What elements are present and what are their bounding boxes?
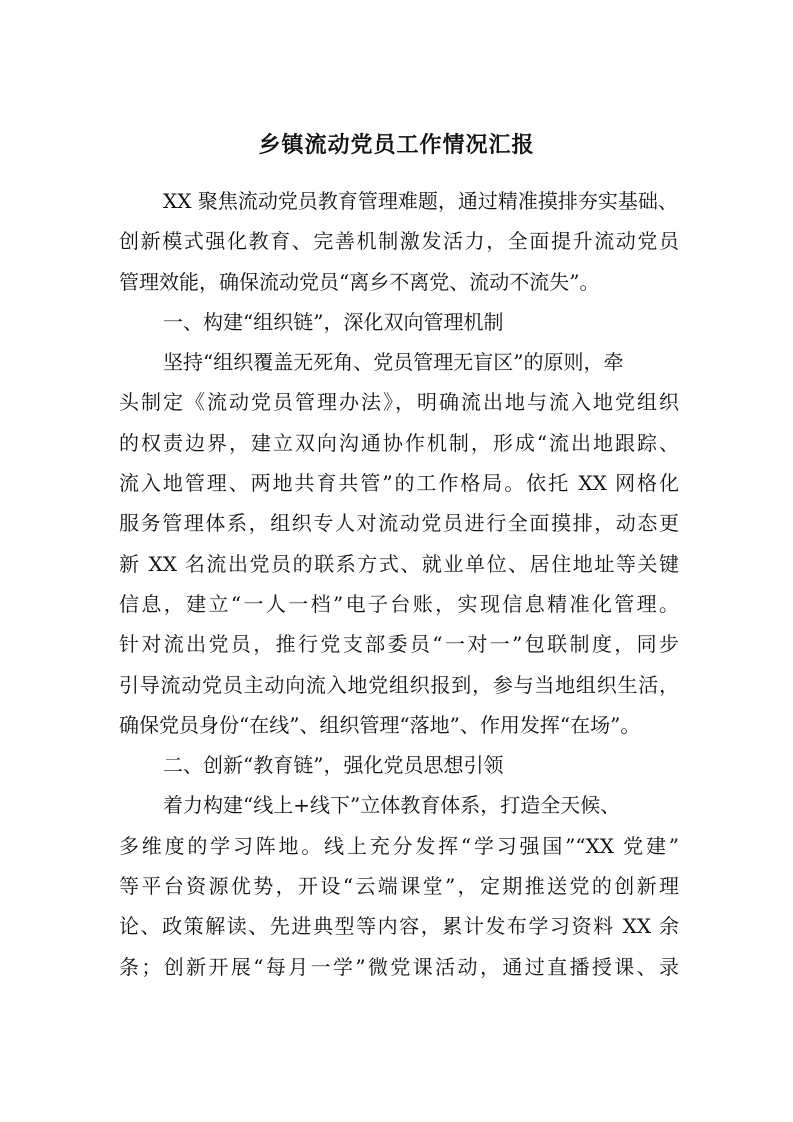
paragraph-line: 流入地管理、两地共育共管”的工作格局。依托 XX 网格化 xyxy=(119,471,679,496)
document-body xyxy=(119,181,679,987)
paragraph-line: 论、政策解读、先进典型等内容，累计发布学习资料 XX 余 xyxy=(119,914,679,939)
paragraph-line: 着力构建“线上+线下”立体教育体系，打造全天候、 xyxy=(163,793,621,818)
paragraph-line: 创新模式强化教育、完善机制激发活力，全面提升流动党员 xyxy=(119,229,679,254)
paragraph-line: XX 聚焦流动党员教育管理难题，通过精准摸排夯实基础、 xyxy=(163,189,678,213)
document-title: 乡镇流动党员工作情况汇报 xyxy=(258,132,535,158)
paragraph-line: 信息，建立“一人一档”电子台账，实现信息精准化管理。 xyxy=(119,591,679,616)
paragraph-line: 坚持“组织覆盖无死角、党员管理无盲区”的原则，牵 xyxy=(163,350,624,375)
paragraph-line: 针对流出党员，推行党支部委员“一对一”包联制度，同步 xyxy=(119,632,679,657)
paragraph-line: 头制定《流动党员管理办法》，明确流出地与流入地党组织 xyxy=(119,390,679,415)
paragraph-line: 等平台资源优势，开设“云端课堂”，定期推送党的创新理 xyxy=(119,874,679,899)
paragraph-line: 的权责边界，建立双向沟通协作机制，形成“流出地跟踪、 xyxy=(119,430,679,455)
paragraph-line: 服务管理体系，组织专人对流动党员进行全面摸排，动态更 xyxy=(119,511,679,536)
paragraph-line: 管理效能，确保流动党员“离乡不离党、流动不流失”。 xyxy=(119,269,600,294)
section-heading: 二、创新“教育链”，强化党员思想引领 xyxy=(163,753,504,778)
section-heading: 一、构建“组织链”，深化双向管理机制 xyxy=(163,309,504,334)
paragraph-line: 多维度的学习阵地。线上充分发挥“学习强国”“XX 党建” xyxy=(119,833,679,858)
paragraph-line: 条；创新开展“每月一学”微党课活动，通过直播授课、录 xyxy=(119,954,679,979)
paragraph-line: 引导流动党员主动向流入地党组织报到，参与当地组织生活， xyxy=(119,672,679,697)
paragraph-line: 新 XX 名流出党员的联系方式、就业单位、居住地址等关键 xyxy=(119,551,679,576)
paragraph-line: 确保党员身份“在线”、组织管理“落地”、作用发挥“在场”。 xyxy=(119,712,641,737)
